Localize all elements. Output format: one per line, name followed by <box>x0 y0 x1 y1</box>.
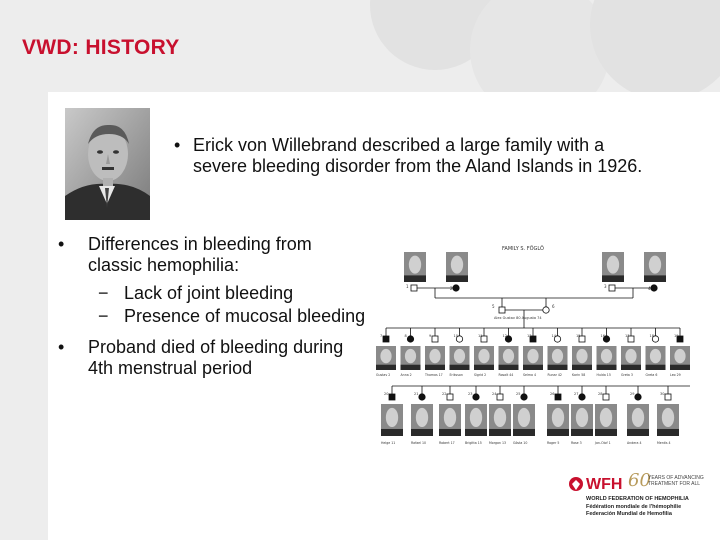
gen2-photo-body <box>401 365 421 370</box>
gen3-number: 24 <box>492 392 497 396</box>
gen2-photo-body <box>597 365 617 370</box>
gen2-name: Thomas 17 <box>425 373 443 377</box>
gen1-number: 5 <box>492 304 495 309</box>
logo-line2: Fédération mondiale de l'hémophilie <box>586 504 682 510</box>
gen2-number: 13 <box>527 334 532 338</box>
gen1-number: 2 <box>450 286 453 291</box>
gen3-number: 26 <box>550 392 555 396</box>
gen2-number: 7 <box>380 334 383 338</box>
logo-sixty: 60 <box>628 470 651 491</box>
gen3-photo-face <box>552 408 564 427</box>
gen1-photo-body <box>404 275 426 282</box>
portrait-icon <box>65 108 150 220</box>
gen2-name: Greta 6 <box>645 373 658 377</box>
logo-years: YEARS OF ADVANCING TREATMENT FOR ALL <box>648 475 704 487</box>
list-item-text: Proband died of bleeding during 4th menstrual period <box>88 337 344 378</box>
gen2-number: 15 <box>576 334 581 338</box>
list-item-text: Differences in bleeding from classic hemophilia: <box>88 234 312 275</box>
gen3-male <box>497 394 503 400</box>
gen3-name: Rose 3 <box>571 441 582 445</box>
gen2-male <box>383 336 389 342</box>
dash-marker: − <box>98 306 109 326</box>
gen1-male <box>609 285 615 291</box>
gen2-photo-face <box>478 349 489 363</box>
dash-marker: − <box>98 283 109 303</box>
gen1-photo-face <box>607 256 619 274</box>
gen1-female <box>651 285 657 291</box>
list-item <box>58 337 368 379</box>
gen2-photo-face <box>576 349 587 363</box>
gen3-name: Helge 11 <box>381 441 396 445</box>
gen2-name: Gustav 2 <box>376 373 391 377</box>
gen3-name: Brigitta 15 <box>465 441 482 445</box>
gen3-number: 30 <box>660 392 665 396</box>
gen3-number: 22 <box>442 392 447 396</box>
gen2-photo-face <box>650 349 661 363</box>
gen2-name: Hulda 15 <box>596 373 611 377</box>
bullet-dot: • <box>174 135 181 155</box>
gen3-photo-face <box>518 408 530 427</box>
gen2-female <box>404 334 413 342</box>
gen2-photo-face <box>601 349 612 363</box>
gen2-number: 10 <box>453 334 458 338</box>
gen2-photo-body <box>499 365 519 370</box>
gen3-number: 21 <box>414 392 419 396</box>
gen3-photo-face <box>600 408 612 427</box>
portrait-photo <box>65 108 150 220</box>
sub-list-item-text: Lack of joint bleeding <box>124 283 294 303</box>
gen3-number: 27 <box>574 392 579 396</box>
gen3-name: Mentis 4 <box>657 441 671 445</box>
pedigree-svg <box>372 238 704 460</box>
gen2-photo-body <box>376 365 396 370</box>
gen3-number: 23 <box>468 392 473 396</box>
gen1-photo-body <box>644 275 666 282</box>
gen2-name: Greta 3 <box>621 373 633 377</box>
gen1-female <box>453 285 459 291</box>
gen2-male <box>432 336 438 342</box>
bullet-dot: • <box>58 337 65 357</box>
gen3-female <box>419 394 425 400</box>
gen2-photo-body <box>670 365 690 370</box>
gen1-number: 6 <box>552 304 555 309</box>
slide-title: VWD: HISTORY <box>22 36 180 59</box>
sub-list-item-text: Presence of mucosal bleeding <box>124 306 366 326</box>
pedigree-chart <box>372 238 704 460</box>
gen2-photo-body <box>474 365 494 370</box>
gen2-name: Leo 29 <box>670 373 681 377</box>
gen3-female <box>635 394 641 400</box>
gen2-name: Selma 4 <box>523 373 536 377</box>
gen1-number: 1 <box>406 284 409 289</box>
gen2-photo-face <box>527 349 538 363</box>
gen3-photo-body <box>439 429 461 436</box>
gen2-name: Runar 42 <box>547 373 562 377</box>
wfh-logo <box>568 470 708 530</box>
gen2-photo-face <box>405 349 416 363</box>
gen3-photo-face <box>416 408 428 427</box>
gen3-name: Roger 5 <box>547 441 560 445</box>
gen2-photo-face <box>429 349 440 363</box>
gen3-name: Gösta 10 <box>513 441 528 445</box>
couple-label: Alex Gustav 80 Augusta 74 <box>494 316 542 320</box>
gen3-photo-body <box>627 429 649 436</box>
gen3-name: Jan-Olof 1 <box>595 441 611 445</box>
gen3-photo-body <box>381 429 403 436</box>
gen3-name: Robert 17 <box>439 441 455 445</box>
gen2-photo-body <box>646 365 666 370</box>
gen2-number: 17 <box>625 334 630 338</box>
gen3-name: Andera 4 <box>627 441 642 445</box>
gen3-male <box>389 394 395 400</box>
gen3-photo-body <box>465 429 487 436</box>
gen2-photo-body <box>572 365 592 370</box>
couple-male <box>499 307 505 313</box>
gen2-number: 14 <box>551 334 556 338</box>
gen2-photo-body <box>548 365 568 370</box>
gen2-number: 9 <box>429 334 432 338</box>
gen2-photo-face <box>380 349 391 363</box>
bullet-list <box>58 234 368 386</box>
left-band <box>0 92 48 540</box>
gen2-name: Eriksson <box>449 373 463 377</box>
gen2-name: Anna 2 <box>400 373 412 377</box>
wfh-emblem-icon <box>568 476 584 494</box>
gen3-number: 29 <box>630 392 635 396</box>
gen3-photo-body <box>571 429 593 436</box>
gen2-photo-face <box>552 349 563 363</box>
gen3-photo-face <box>662 408 674 427</box>
gen1-photo-face <box>451 256 463 274</box>
gen3-photo-body <box>411 429 433 436</box>
gen1-photo-body <box>446 275 468 282</box>
gen2-photo-body <box>450 365 470 370</box>
gen1-number: 3 <box>604 284 607 289</box>
gen3-photo-body <box>513 429 535 436</box>
decor-circle <box>470 0 610 92</box>
gen3-photo-body <box>489 429 511 436</box>
gen2-photo-body <box>425 365 445 370</box>
gen2-number: 19 <box>674 334 679 338</box>
top-bullet-text: Erick von Willebrand described a large family with a severe bleeding disorder from the Aland Islands in 1926. <box>193 135 643 176</box>
gen2-photo-body <box>523 365 543 370</box>
gen2-number: 11 <box>478 334 483 338</box>
gen2-name: Rosalt 44 <box>498 373 514 377</box>
logo-line3: Federación Mundial de Hemofilia <box>586 511 672 517</box>
gen2-number: 8 <box>404 334 407 338</box>
gen3-photo-face <box>470 408 482 427</box>
gen3-photo-face <box>632 408 644 427</box>
gen2-photo-body <box>621 365 641 370</box>
gen2-number: 18 <box>649 334 654 338</box>
gen2-number: 16 <box>600 334 605 338</box>
gen1-photo-body <box>602 275 624 282</box>
gen2-photo-face <box>503 349 514 363</box>
decor-circle <box>590 0 720 92</box>
gen3-photo-face <box>386 408 398 427</box>
gen3-male <box>555 394 561 400</box>
gen1-number: 4 <box>648 286 651 291</box>
gen2-name: Karin 58 <box>572 373 586 377</box>
gen2-photo-face <box>454 349 465 363</box>
gen3-number: 28 <box>598 392 603 396</box>
gen2-number: 12 <box>502 334 507 338</box>
logo-line1: WORLD FEDERATION OF HEMOPHILIA <box>586 496 689 502</box>
sub-list-item <box>58 283 368 304</box>
gen3-name: Rafael 10 <box>411 441 427 445</box>
gen3-photo-body <box>657 429 679 436</box>
gen3-photo-body <box>547 429 569 436</box>
bullet-dot: • <box>58 234 65 254</box>
gen3-male <box>603 394 609 400</box>
list-item <box>58 234 368 276</box>
gen1-photo-face <box>649 256 661 274</box>
gen3-photo-body <box>595 429 617 436</box>
gen3-number: 20 <box>384 392 389 396</box>
gen3-female <box>521 394 527 400</box>
gen2-photo-face <box>625 349 636 363</box>
gen3-photo-face <box>494 408 506 427</box>
gen3-photo-face <box>576 408 588 427</box>
gen3-male <box>447 394 453 400</box>
gen3-photo-face <box>444 408 456 427</box>
couple-female <box>543 307 549 313</box>
gen3-female <box>579 394 585 400</box>
gen3-name: Morgan 13 <box>489 441 507 445</box>
gen3-male <box>665 394 671 400</box>
pedigree-header: FAMILY S. FÖGLÖ <box>502 246 544 252</box>
gen3-number: 25 <box>516 392 521 396</box>
gen3-female <box>473 394 479 400</box>
gen2-name: Sigrid 2 <box>474 373 487 377</box>
gen1-male <box>411 285 417 291</box>
gen2-photo-face <box>674 349 685 363</box>
gen1-photo-face <box>409 256 421 274</box>
logo-wfh: WFH <box>586 476 623 493</box>
sub-list-item <box>58 306 368 327</box>
